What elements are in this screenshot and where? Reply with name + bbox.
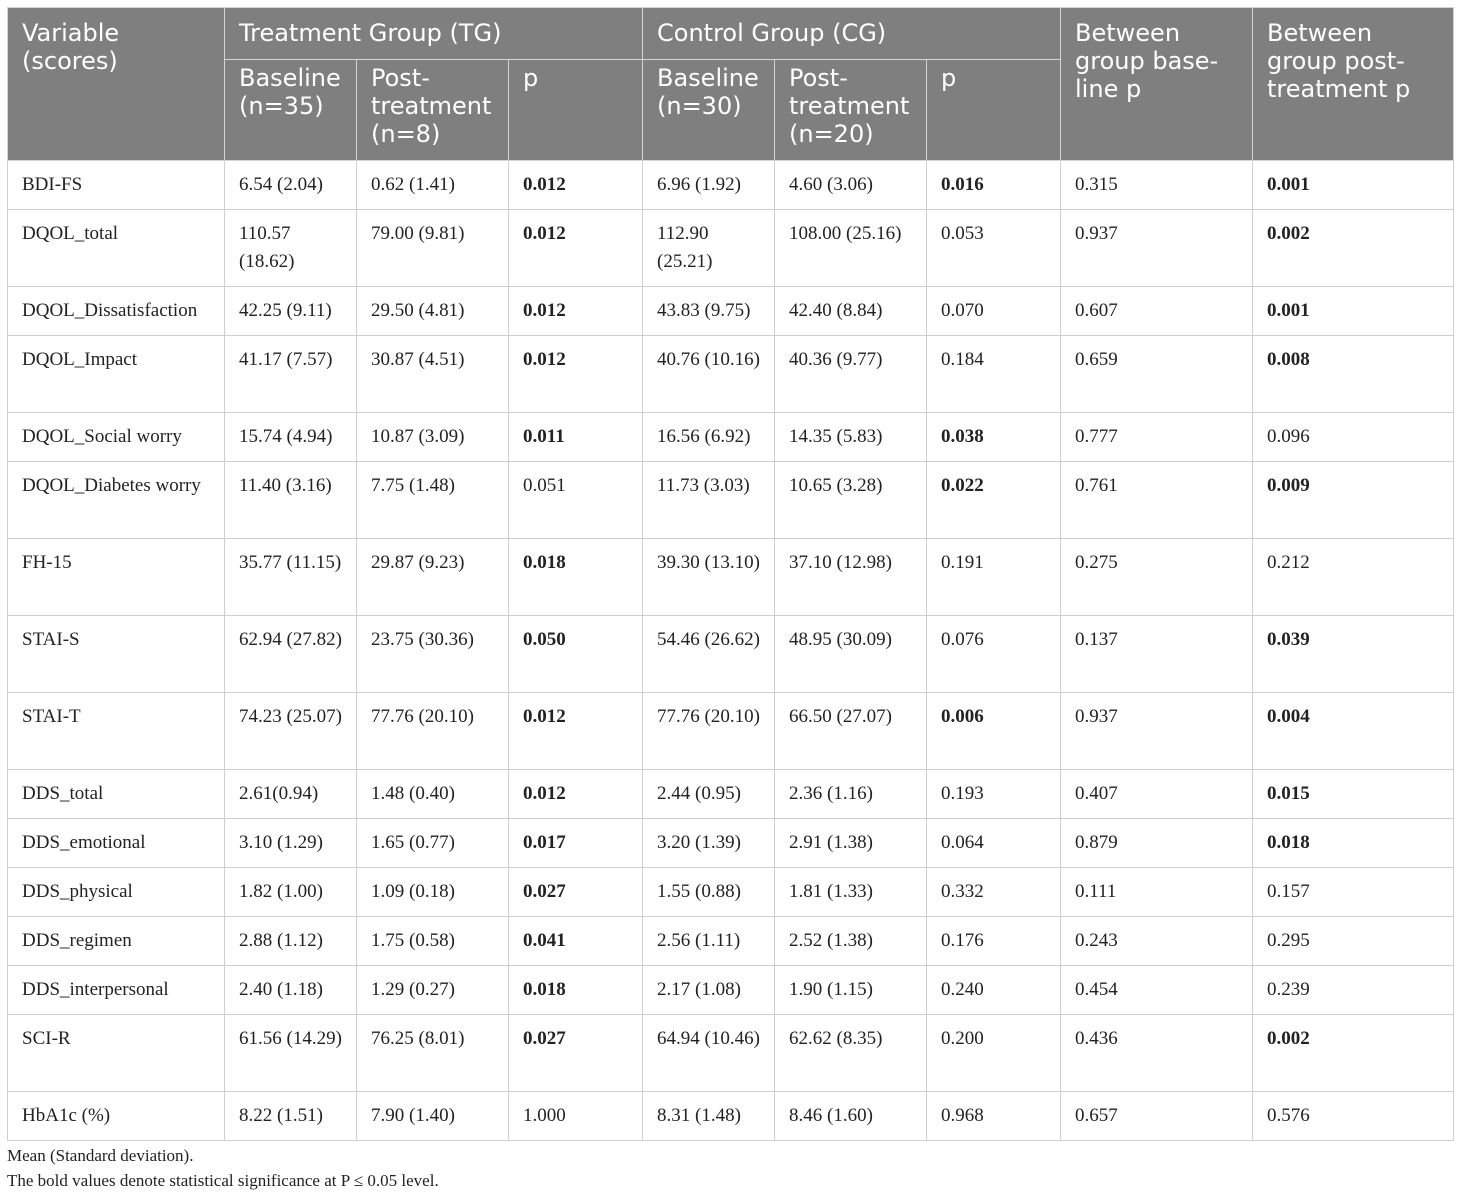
cell-tg-baseline: 1.82 (1.00) (225, 868, 357, 917)
cell-between-post: 0.001 (1253, 287, 1454, 336)
cell-between-post: 0.009 (1253, 462, 1454, 539)
cell-cg-post: 108.00 (25.16) (775, 210, 927, 287)
cell-tg-post: 30.87 (4.51) (357, 336, 509, 413)
cell-cg-post: 2.36 (1.16) (775, 770, 927, 819)
cell-tg-p: 0.018 (509, 539, 643, 616)
cell-between-post: 0.008 (1253, 336, 1454, 413)
table-row (8, 819, 1454, 868)
cell-tg-post: 1.65 (0.77) (357, 819, 509, 868)
header-cg-p: p (927, 60, 1061, 161)
table-row (8, 616, 1454, 693)
cell-tg-post: 0.62 (1.41) (357, 161, 509, 210)
header-between-post: Between group post-treatment p (1253, 8, 1454, 161)
cell-cg-baseline: 2.44 (0.95) (643, 770, 775, 819)
cell-cg-post: 14.35 (5.83) (775, 413, 927, 462)
cell-cg-baseline: 39.30 (13.10) (643, 539, 775, 616)
cell-between-post: 0.239 (1253, 966, 1454, 1015)
cell-between-post: 0.212 (1253, 539, 1454, 616)
cell-cg-post: 48.95 (30.09) (775, 616, 927, 693)
cell-tg-p: 0.027 (509, 868, 643, 917)
table-row (8, 413, 1454, 462)
cell-between-post: 0.001 (1253, 161, 1454, 210)
table-row (8, 917, 1454, 966)
cell-between-baseline: 0.607 (1061, 287, 1253, 336)
cell-tg-baseline: 6.54 (2.04) (225, 161, 357, 210)
table-notes (7, 1143, 1453, 1193)
cell-cg-post: 37.10 (12.98) (775, 539, 927, 616)
table-row (8, 161, 1454, 210)
cell-variable: DDS_physical (8, 868, 225, 917)
cell-cg-p: 0.006 (927, 693, 1061, 770)
table-row (8, 693, 1454, 770)
cell-tg-baseline: 42.25 (9.11) (225, 287, 357, 336)
header-tg-p: p (509, 60, 643, 161)
cell-tg-p: 0.027 (509, 1015, 643, 1092)
cell-variable: BDI-FS (8, 161, 225, 210)
cell-tg-post: 79.00 (9.81) (357, 210, 509, 287)
cell-between-baseline: 0.659 (1061, 336, 1253, 413)
cell-variable: SCI-R (8, 1015, 225, 1092)
cell-tg-post: 1.09 (0.18) (357, 868, 509, 917)
cell-tg-post: 77.76 (20.10) (357, 693, 509, 770)
cell-tg-p: 0.011 (509, 413, 643, 462)
cell-between-post: 0.018 (1253, 819, 1454, 868)
cell-variable: DDS_emotional (8, 819, 225, 868)
cell-cg-p: 0.968 (927, 1092, 1061, 1141)
table-row (8, 462, 1454, 539)
table-row (8, 287, 1454, 336)
cell-tg-baseline: 15.74 (4.94) (225, 413, 357, 462)
cell-cg-post: 8.46 (1.60) (775, 1092, 927, 1141)
cell-between-post: 0.015 (1253, 770, 1454, 819)
cell-cg-p: 0.070 (927, 287, 1061, 336)
cell-cg-p: 0.191 (927, 539, 1061, 616)
cell-tg-baseline: 41.17 (7.57) (225, 336, 357, 413)
cell-cg-post: 2.91 (1.38) (775, 819, 927, 868)
cell-between-post: 0.002 (1253, 210, 1454, 287)
cell-between-post: 0.295 (1253, 917, 1454, 966)
table-row (8, 966, 1454, 1015)
cell-between-baseline: 0.879 (1061, 819, 1253, 868)
cell-between-post: 0.157 (1253, 868, 1454, 917)
cell-cg-baseline: 112.90 (25.21) (643, 210, 775, 287)
cell-cg-post: 10.65 (3.28) (775, 462, 927, 539)
cell-cg-p: 0.200 (927, 1015, 1061, 1092)
cell-cg-p: 0.053 (927, 210, 1061, 287)
cell-tg-baseline: 8.22 (1.51) (225, 1092, 357, 1141)
cell-cg-post: 66.50 (27.07) (775, 693, 927, 770)
cell-between-post: 0.096 (1253, 413, 1454, 462)
cell-cg-post: 40.36 (9.77) (775, 336, 927, 413)
cell-tg-baseline: 61.56 (14.29) (225, 1015, 357, 1092)
cell-variable: DDS_total (8, 770, 225, 819)
table-row (8, 868, 1454, 917)
cell-tg-post: 29.87 (9.23) (357, 539, 509, 616)
cell-cg-baseline: 6.96 (1.92) (643, 161, 775, 210)
cell-cg-baseline: 54.46 (26.62) (643, 616, 775, 693)
note-mean-sd: Mean (Standard deviation). (7, 1146, 194, 1165)
cell-variable: DQOL_Diabetes worry (8, 462, 225, 539)
cell-cg-baseline: 16.56 (6.92) (643, 413, 775, 462)
cell-cg-post: 4.60 (3.06) (775, 161, 927, 210)
cell-tg-p: 0.050 (509, 616, 643, 693)
cell-cg-post: 42.40 (8.84) (775, 287, 927, 336)
cell-cg-baseline: 1.55 (0.88) (643, 868, 775, 917)
cell-tg-baseline: 74.23 (25.07) (225, 693, 357, 770)
cell-variable: STAI-T (8, 693, 225, 770)
cell-tg-post: 1.29 (0.27) (357, 966, 509, 1015)
cell-cg-p: 0.184 (927, 336, 1061, 413)
cell-cg-baseline: 3.20 (1.39) (643, 819, 775, 868)
cell-between-baseline: 0.761 (1061, 462, 1253, 539)
cell-between-baseline: 0.275 (1061, 539, 1253, 616)
cell-cg-baseline: 11.73 (3.03) (643, 462, 775, 539)
cell-tg-p: 0.018 (509, 966, 643, 1015)
table-row (8, 1015, 1454, 1092)
header-variable: Variable (scores) (8, 8, 225, 161)
cell-cg-p: 0.064 (927, 819, 1061, 868)
cell-cg-baseline: 64.94 (10.46) (643, 1015, 775, 1092)
cell-tg-baseline: 2.88 (1.12) (225, 917, 357, 966)
cell-tg-p: 0.012 (509, 336, 643, 413)
cell-cg-p: 0.076 (927, 616, 1061, 693)
cell-variable: FH-15 (8, 539, 225, 616)
cell-variable: DDS_interpersonal (8, 966, 225, 1015)
cell-tg-post: 7.75 (1.48) (357, 462, 509, 539)
header-cg-baseline: Baseline (n=30) (643, 60, 775, 161)
cell-tg-p: 0.012 (509, 693, 643, 770)
cell-variable: DQOL_Dissatisfaction (8, 287, 225, 336)
header-cg-post: Post-treatment (n=20) (775, 60, 927, 161)
header-between-baseline: Between group base-line p (1061, 8, 1253, 161)
cell-cg-baseline: 77.76 (20.10) (643, 693, 775, 770)
header-control-group: Control Group (CG) (643, 8, 1061, 60)
cell-between-baseline: 0.111 (1061, 868, 1253, 917)
cell-cg-baseline: 43.83 (9.75) (643, 287, 775, 336)
cell-tg-post: 1.75 (0.58) (357, 917, 509, 966)
cell-between-baseline: 0.243 (1061, 917, 1253, 966)
header-tg-baseline: Baseline (n=35) (225, 60, 357, 161)
cell-tg-baseline: 11.40 (3.16) (225, 462, 357, 539)
cell-between-baseline: 0.937 (1061, 693, 1253, 770)
cell-cg-post: 62.62 (8.35) (775, 1015, 927, 1092)
cell-cg-p: 0.016 (927, 161, 1061, 210)
cell-variable: STAI-S (8, 616, 225, 693)
cell-tg-p: 0.051 (509, 462, 643, 539)
table-body (8, 161, 1454, 1141)
cell-tg-p: 1.000 (509, 1092, 643, 1141)
cell-cg-p: 0.240 (927, 966, 1061, 1015)
cell-variable: DDS_regimen (8, 917, 225, 966)
cell-between-baseline: 0.315 (1061, 161, 1253, 210)
cell-between-post: 0.576 (1253, 1092, 1454, 1141)
cell-tg-post: 10.87 (3.09) (357, 413, 509, 462)
table-row (8, 1092, 1454, 1141)
cell-cg-p: 0.176 (927, 917, 1061, 966)
cell-between-baseline: 0.436 (1061, 1015, 1253, 1092)
cell-between-baseline: 0.777 (1061, 413, 1253, 462)
cell-cg-p: 0.038 (927, 413, 1061, 462)
cell-cg-baseline: 40.76 (10.16) (643, 336, 775, 413)
cell-tg-p: 0.012 (509, 287, 643, 336)
cell-between-baseline: 0.407 (1061, 770, 1253, 819)
cell-tg-post: 76.25 (8.01) (357, 1015, 509, 1092)
table-row (8, 539, 1454, 616)
cell-tg-post: 29.50 (4.81) (357, 287, 509, 336)
cell-variable: DQOL_Social worry (8, 413, 225, 462)
cell-tg-p: 0.012 (509, 161, 643, 210)
table-row (8, 336, 1454, 413)
cell-tg-p: 0.012 (509, 210, 643, 287)
cell-tg-baseline: 110.57 (18.62) (225, 210, 357, 287)
cell-tg-baseline: 3.10 (1.29) (225, 819, 357, 868)
cell-tg-post: 23.75 (30.36) (357, 616, 509, 693)
header-treatment-group: Treatment Group (TG) (225, 8, 643, 60)
cell-tg-p: 0.041 (509, 917, 643, 966)
cell-variable: HbA1c (%) (8, 1092, 225, 1141)
cell-tg-baseline: 2.61(0.94) (225, 770, 357, 819)
cell-tg-p: 0.017 (509, 819, 643, 868)
table-row (8, 770, 1454, 819)
cell-tg-post: 1.48 (0.40) (357, 770, 509, 819)
cell-tg-p: 0.012 (509, 770, 643, 819)
cell-cg-post: 1.81 (1.33) (775, 868, 927, 917)
cell-between-baseline: 0.454 (1061, 966, 1253, 1015)
cell-cg-baseline: 2.56 (1.11) (643, 917, 775, 966)
cell-cg-p: 0.022 (927, 462, 1061, 539)
cell-tg-post: 7.90 (1.40) (357, 1092, 509, 1141)
cell-cg-post: 2.52 (1.38) (775, 917, 927, 966)
cell-between-post: 0.004 (1253, 693, 1454, 770)
cell-tg-baseline: 2.40 (1.18) (225, 966, 357, 1015)
cell-between-baseline: 0.657 (1061, 1092, 1253, 1141)
cell-cg-baseline: 8.31 (1.48) (643, 1092, 775, 1141)
header-tg-post: Post-treatment (n=8) (357, 60, 509, 161)
cell-between-baseline: 0.937 (1061, 210, 1253, 287)
cell-between-post: 0.039 (1253, 616, 1454, 693)
cell-cg-baseline: 2.17 (1.08) (643, 966, 775, 1015)
cell-cg-post: 1.90 (1.15) (775, 966, 927, 1015)
cell-variable: DQOL_Impact (8, 336, 225, 413)
note-bold-significance: The bold values denote statistical significance at P ≤ 0.05 level. (7, 1171, 439, 1190)
cell-cg-p: 0.332 (927, 868, 1061, 917)
cell-tg-baseline: 35.77 (11.15) (225, 539, 357, 616)
cell-between-baseline: 0.137 (1061, 616, 1253, 693)
table-row (8, 210, 1454, 287)
results-table (7, 7, 1454, 1141)
cell-cg-p: 0.193 (927, 770, 1061, 819)
cell-variable: DQOL_total (8, 210, 225, 287)
cell-tg-baseline: 62.94 (27.82) (225, 616, 357, 693)
cell-between-post: 0.002 (1253, 1015, 1454, 1092)
